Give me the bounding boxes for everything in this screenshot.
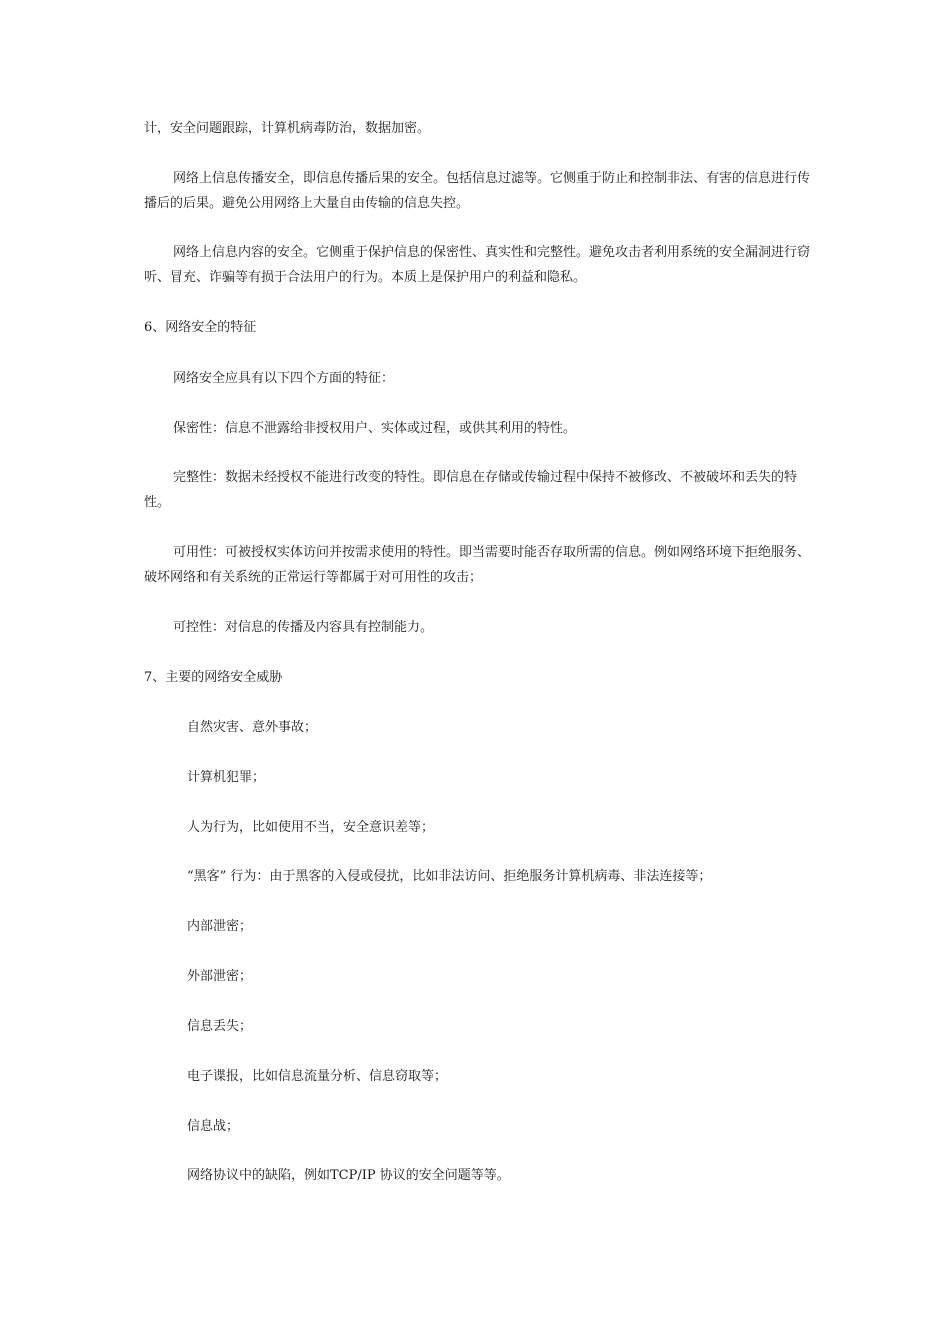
threat-item: 计算机犯罪； xyxy=(187,770,266,785)
threat-item: 外部泄密； xyxy=(187,969,253,984)
paragraph-content-security: 网络上信息内容的安全。它侧重于保护信息的保密性、真实性和完整性。避免攻击者利用系统的安全漏洞进行窃听、冒充、诈骗等有损于合法用户的行为。本质上是保护用户的利益和隐私。 xyxy=(144,245,811,285)
threat-item: 信息丢失； xyxy=(187,1019,253,1034)
paragraph-continuation: 计，安全问题跟踪，计算机病毒防治，数据加密。 xyxy=(144,121,431,136)
threat-item: 自然灾害、意外事故； xyxy=(187,720,318,735)
threat-item: 人为行为，比如使用不当，安全意识差等； xyxy=(187,820,435,835)
feature-integrity: 完整性：数据未经授权不能进行改变的特性。即信息在存储或传输过程中保持不被修改、不被破坏和丢失的特性。 xyxy=(144,470,798,510)
feature-controllability: 可控性：对信息的传播及内容具有控制能力。 xyxy=(173,620,434,635)
feature-confidentiality: 保密性：信息不泄露给非授权用户、实体或过程，或供其利用的特性。 xyxy=(173,421,577,436)
section-heading-7: 7、主要的网络安全威胁 xyxy=(144,670,283,685)
feature-availability: 可用性：可被授权实体访问并按需求使用的特性。即当需要时能否存取所需的信息。例如网络环境下拒绝服务、破坏网络和有关系统的正常运行等都属于对可用性的攻击； xyxy=(144,545,811,585)
threat-item: 网络协议中的缺陷，例如TCP/IP 协议的安全问题等等。 xyxy=(187,1168,510,1183)
section6-intro: 网络安全应具有以下四个方面的特征： xyxy=(173,371,395,386)
paragraph-transmission-security: 网络上信息传播安全，即信息传播后果的安全。包括信息过滤等。它侧重于防止和控制非法、有害的信息进行传播后的后果。避免公用网络上大量自由传输的信息失控。 xyxy=(144,171,811,211)
threat-item: 内部泄密； xyxy=(187,919,253,934)
threat-item: “黑客” 行为：由于黑客的入侵或侵扰，比如非法访问、拒绝服务计算机病毒、非法连接等； xyxy=(187,869,712,884)
threat-item: 信息战； xyxy=(187,1119,240,1134)
threat-item: 电子谍报，比如信息流量分析、信息窃取等； xyxy=(187,1069,448,1084)
section-heading-6: 6、网络安全的特征 xyxy=(144,320,257,335)
